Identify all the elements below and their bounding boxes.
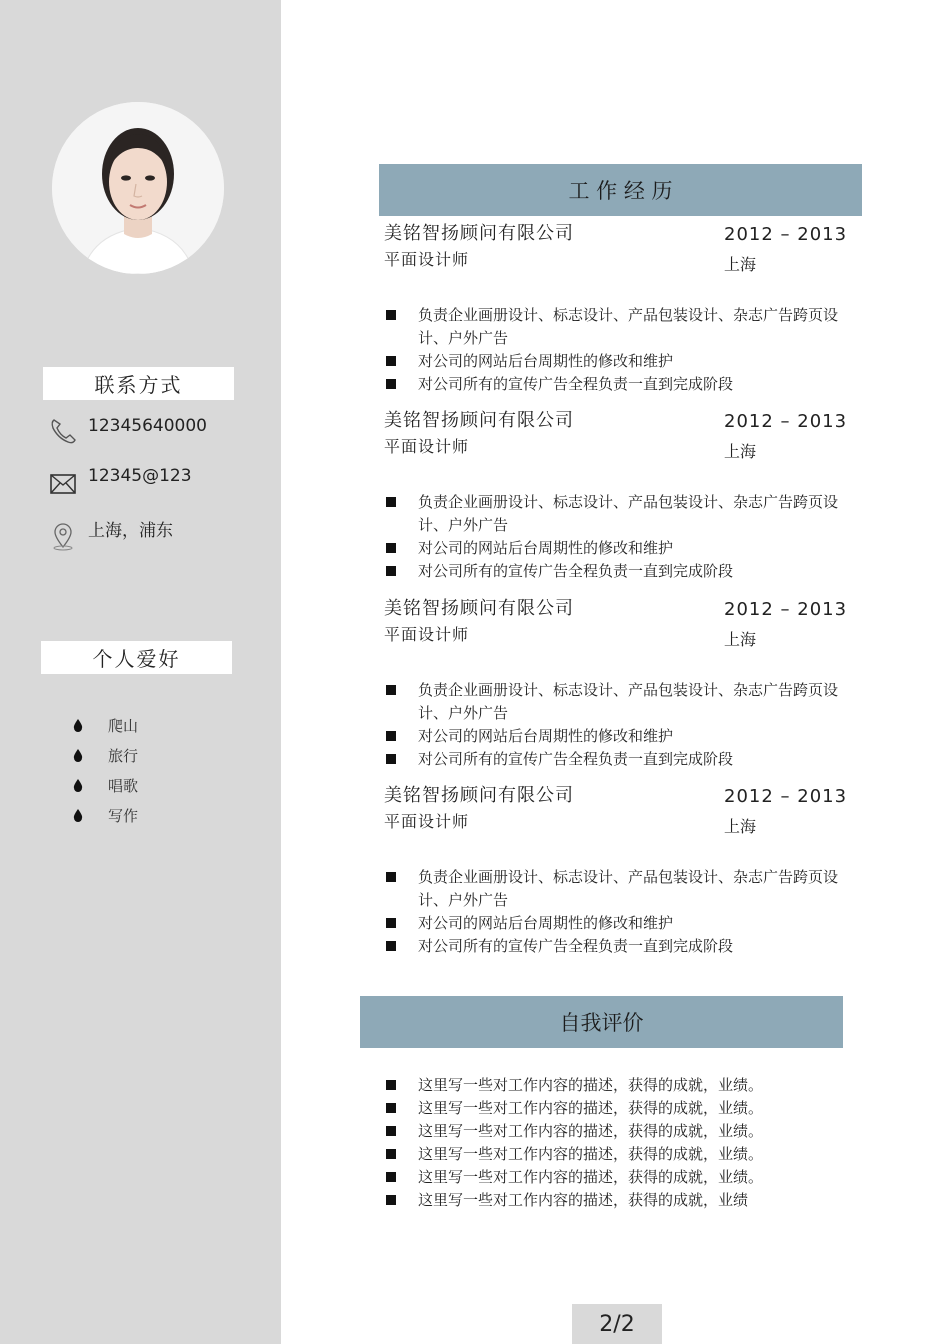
duty-item: 对公司的网站后台周期性的修改和维护	[384, 537, 844, 560]
hobby-item	[72, 770, 138, 800]
contact-email	[48, 466, 192, 496]
contact-phone	[48, 416, 207, 446]
company-name: 美铭智扬顾问有限公司	[384, 223, 574, 244]
self-evaluation-heading: 自我评价	[360, 996, 843, 1048]
duty-item: 负责企业画册设计、标志设计、产品包装设计、杂志广告跨页设计、户外广告	[384, 491, 844, 537]
job-entry	[384, 597, 864, 768]
address-text: 上海，浦东	[88, 521, 173, 541]
droplet-icon	[72, 778, 84, 792]
evaluation-item: 这里写一些对工作内容的描述，获得的成就，业绩。	[384, 1166, 854, 1189]
hobby-label: 旅行	[108, 746, 139, 765]
location-pin-icon	[48, 521, 78, 551]
duty-item: 对公司所有的宣传广告全程负责一直到完成阶段	[384, 373, 844, 396]
job-dates: 2012 – 2013	[724, 224, 848, 245]
duty-item: 对公司的网站后台周期性的修改和维护	[384, 350, 844, 373]
duty-item: 对公司所有的宣传广告全程负责一直到完成阶段	[384, 560, 844, 583]
evaluation-item: 这里写一些对工作内容的描述，获得的成就，业绩。	[384, 1097, 854, 1120]
job-city: 上海	[724, 255, 757, 274]
job-role: 平面设计师	[384, 625, 470, 644]
duty-list	[384, 866, 844, 958]
droplet-icon	[72, 808, 84, 822]
hobby-list	[72, 710, 138, 830]
hobby-item	[72, 740, 138, 770]
company-name: 美铭智扬顾问有限公司	[384, 785, 574, 806]
evaluation-item: 这里写一些对工作内容的描述，获得的成就，业绩。	[384, 1143, 854, 1166]
hobby-label: 唱歌	[108, 776, 139, 795]
contact-address	[48, 521, 173, 551]
job-dates: 2012 – 2013	[724, 411, 848, 432]
hobby-label: 写作	[108, 806, 139, 825]
duty-item: 负责企业画册设计、标志设计、产品包装设计、杂志广告跨页设计、户外广告	[384, 304, 844, 350]
avatar	[52, 102, 224, 274]
duty-list	[384, 304, 844, 396]
duty-item: 对公司的网站后台周期性的修改和维护	[384, 725, 844, 748]
hobby-item	[72, 710, 138, 740]
duty-list	[384, 491, 844, 583]
job-entry	[384, 409, 864, 580]
job-city: 上海	[724, 442, 757, 461]
job-role: 平面设计师	[384, 250, 470, 269]
duty-item: 对公司所有的宣传广告全程负责一直到完成阶段	[384, 748, 844, 771]
mail-icon	[48, 466, 78, 496]
evaluation-item: 这里写一些对工作内容的描述，获得的成就，业绩	[384, 1189, 854, 1212]
duty-item: 负责企业画册设计、标志设计、产品包装设计、杂志广告跨页设计、户外广告	[384, 866, 844, 912]
duty-item: 对公司所有的宣传广告全程负责一直到完成阶段	[384, 935, 844, 958]
job-entry	[384, 222, 864, 393]
page-number: 2/2	[572, 1304, 662, 1344]
duty-list	[384, 679, 844, 771]
phone-icon	[48, 416, 78, 446]
evaluation-list	[384, 1074, 854, 1212]
work-experience-heading: 工 作 经 历	[379, 164, 862, 216]
company-name: 美铭智扬顾问有限公司	[384, 410, 574, 431]
sidebar	[0, 0, 281, 1344]
email-address: 12345@123	[88, 466, 192, 486]
job-city: 上海	[724, 630, 757, 649]
hobby-heading: 个人爱好	[41, 641, 232, 674]
phone-number: 12345640000	[88, 416, 207, 436]
evaluation-item: 这里写一些对工作内容的描述，获得的成就，业绩。	[384, 1120, 854, 1143]
duty-item: 对公司的网站后台周期性的修改和维护	[384, 912, 844, 935]
job-entry	[384, 784, 864, 955]
duty-item: 负责企业画册设计、标志设计、产品包装设计、杂志广告跨页设计、户外广告	[384, 679, 844, 725]
evaluation-item: 这里写一些对工作内容的描述，获得的成就，业绩。	[384, 1074, 854, 1097]
job-role: 平面设计师	[384, 437, 470, 456]
company-name: 美铭智扬顾问有限公司	[384, 598, 574, 619]
hobby-item	[72, 800, 138, 830]
droplet-icon	[72, 748, 84, 762]
job-dates: 2012 – 2013	[724, 786, 848, 807]
job-dates: 2012 – 2013	[724, 599, 848, 620]
contact-heading: 联系方式	[43, 367, 234, 400]
job-city: 上海	[724, 817, 757, 836]
job-role: 平面设计师	[384, 812, 470, 831]
hobby-label: 爬山	[108, 716, 139, 735]
droplet-icon	[72, 718, 84, 732]
